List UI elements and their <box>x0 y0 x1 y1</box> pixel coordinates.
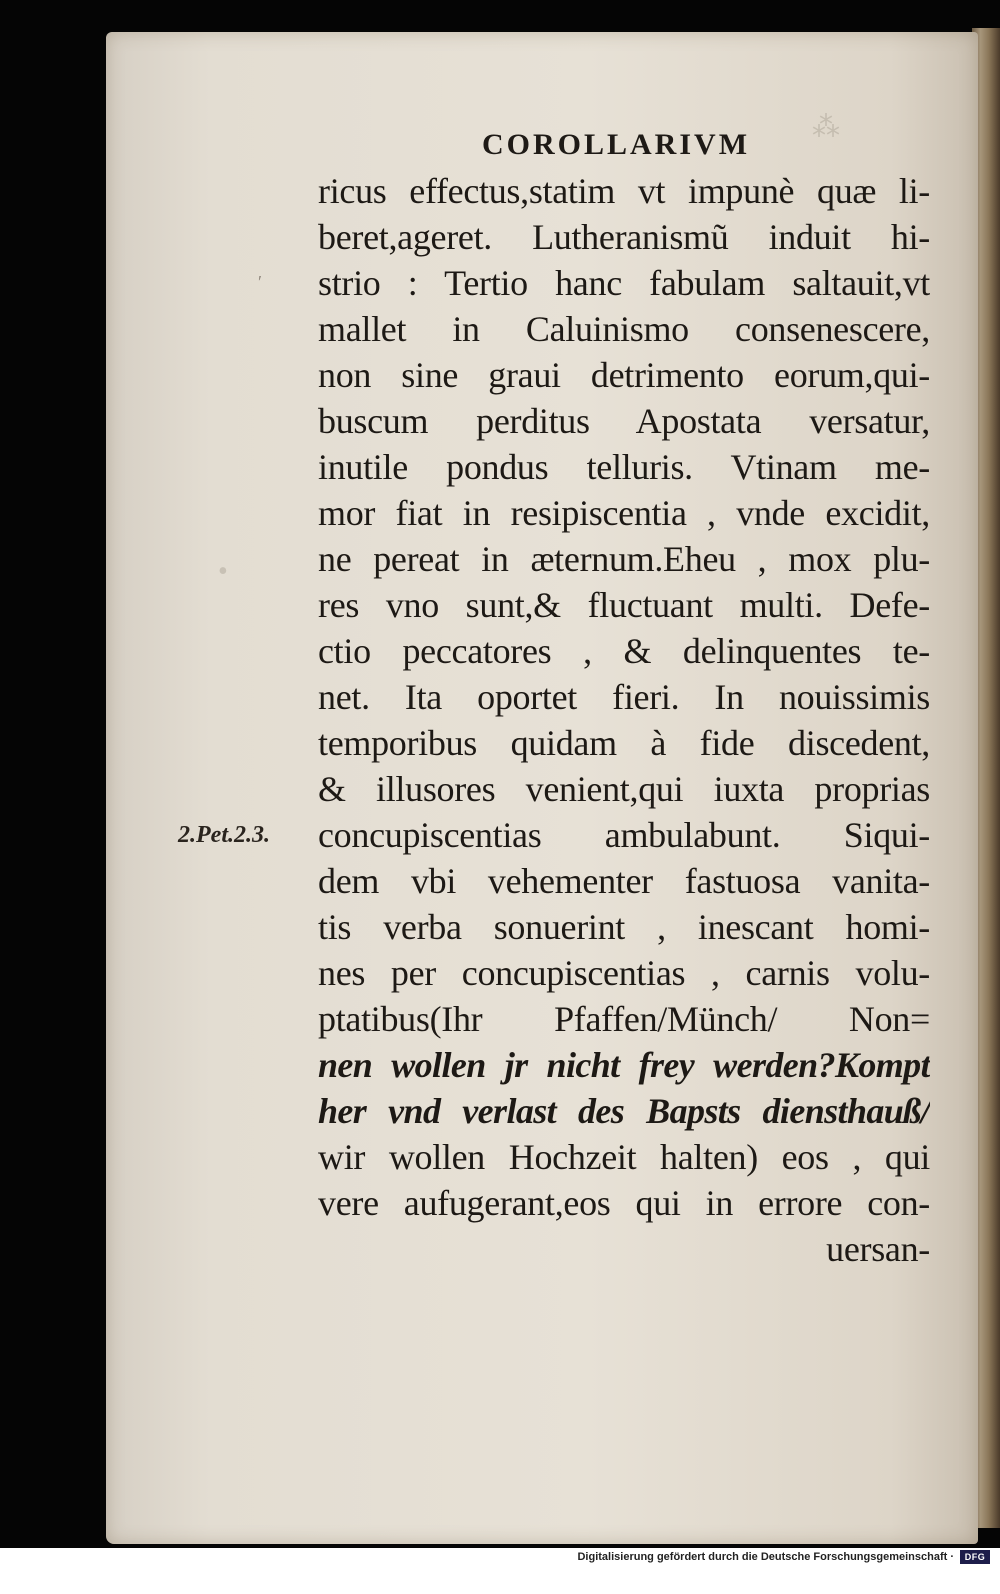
text-line: res vno sunt,& fluctuant multi. Defe- <box>318 585 930 625</box>
text-line: strio : Tertio hanc fabulam saltauit,vt <box>318 263 930 303</box>
text-line: temporibus quidam à fide discedent, <box>318 723 930 763</box>
text-line: & illusores venient,qui iuxta proprias <box>318 769 930 809</box>
text-line: net. Ita oportet fieri. In nouissimis <box>318 677 930 717</box>
catchword: uersan- <box>826 1229 930 1269</box>
footer-credit: Digitalisierung gefördert durch die Deutsche Forschungsgemeinschaft · <box>577 1551 954 1563</box>
main-text-block <box>318 168 930 1272</box>
text-line: tis verba sonuerint , inescant homi- <box>318 907 930 947</box>
running-head: COROLLARIVM <box>482 128 751 161</box>
text-line: inutile pondus telluris. Vtinam me- <box>318 447 930 487</box>
dfg-logo: DFG <box>960 1550 990 1564</box>
text-line-fraktur: her vnd verlast des Bapsts diensthauß/ <box>318 1091 930 1131</box>
text-line: vere aufugerant,eos qui in errore con- <box>318 1183 930 1223</box>
text-line: mallet in Caluinismo consenescere, <box>318 309 930 349</box>
text-line-fraktur: nen wollen jr nicht frey werden?Kompt <box>318 1045 930 1085</box>
show-through-mark: ⁂ <box>812 112 840 143</box>
text-line: ctio peccatores , & delinquentes te- <box>318 631 930 671</box>
text-line-fraktur: wir wollen Hochzeit halten) eos , qui <box>318 1137 930 1177</box>
text-line: non sine graui detrimento eorum,qui- <box>318 355 930 395</box>
text-line: dem vbi vehementer fastuosa vanita- <box>318 861 930 901</box>
text-line: concupiscentias ambulabunt. Siqui- <box>318 815 930 855</box>
text-line: beret,ageret. Lutheranismũ induit hi- <box>318 217 930 257</box>
text-line: nes per concupiscentias , carnis volu- <box>318 953 930 993</box>
text-line: buscum perditus Apostata versatur, <box>318 401 930 441</box>
text-line-fraktur: ptatibus(Ihr Pfaffen/Münch/ Non= <box>318 999 930 1039</box>
text-line: mor fiat in resipiscentia , vnde excidit, <box>318 493 930 533</box>
show-through-mark: ′ <box>258 272 262 292</box>
margin-note-reference: 2.Pet.2.3. <box>178 822 270 848</box>
show-through-mark: • <box>218 556 228 587</box>
text-line: ricus effectus,statim vt impunè quæ li- <box>318 171 930 211</box>
text-line: ne pereat in æternum.Eheu , mox plu- <box>318 539 930 579</box>
